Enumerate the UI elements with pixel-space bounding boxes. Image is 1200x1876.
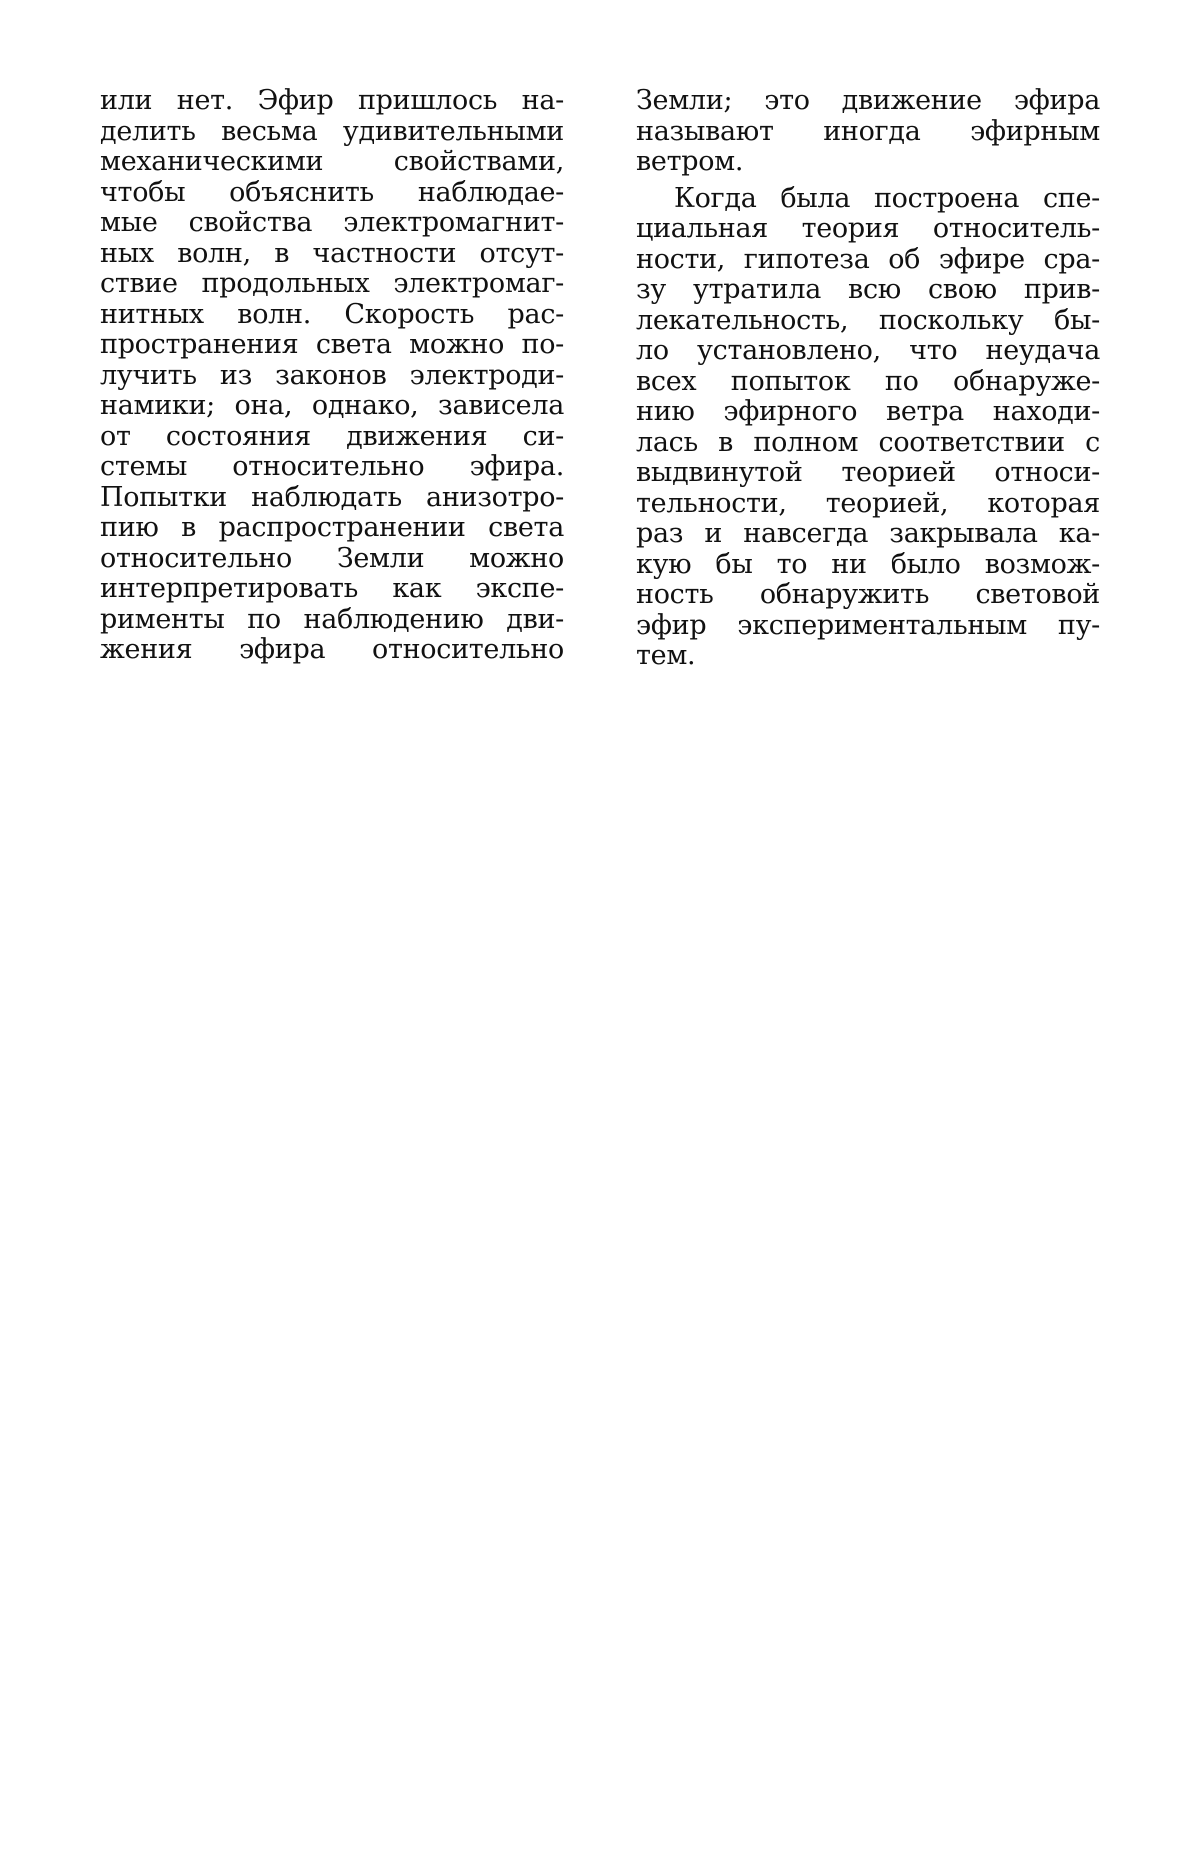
text-line: намики; она, однако, зависела bbox=[100, 390, 564, 421]
left-paragraph bbox=[100, 86, 564, 666]
text-line: лась в полном соответствии с bbox=[636, 426, 1100, 458]
text-line: ных волн, в частности отсут- bbox=[100, 237, 564, 269]
text-line: делить весьма удивительными bbox=[100, 115, 564, 147]
text-line: ло установлено, что неудача bbox=[636, 335, 1100, 366]
text-line: стемы относительно эфира. bbox=[100, 451, 564, 482]
text-line: рименты по наблюдению дви- bbox=[100, 603, 564, 635]
text-line: тельности, теорией, которая bbox=[636, 487, 1100, 519]
text-line: Когда была построена спе- bbox=[674, 182, 1100, 214]
left-column bbox=[100, 86, 564, 666]
text-line: эфир экспериментальным пу- bbox=[636, 609, 1100, 641]
text-line: от состояния движения си- bbox=[100, 420, 564, 452]
right-paragraph-1 bbox=[636, 86, 1100, 178]
text-line: ветром. bbox=[636, 146, 744, 177]
text-line: Попытки наблюдать анизотро- bbox=[100, 481, 564, 513]
text-line: чтобы объяснить наблюдае- bbox=[100, 176, 564, 208]
text-line: ствие продольных электромаг- bbox=[100, 268, 564, 299]
text-line: циальная теория относитель- bbox=[636, 213, 1100, 244]
text-line: пию в распространении света bbox=[100, 512, 564, 543]
text-line: Земли; это движение эфира bbox=[636, 85, 1100, 116]
text-line: раз и навсегда закрывала ка- bbox=[636, 518, 1100, 549]
text-line: всех попыток по обнаруже- bbox=[636, 365, 1100, 397]
text-line: мые свойства электромагнит- bbox=[100, 207, 564, 238]
text-line: кую бы то ни было возмож- bbox=[636, 548, 1100, 580]
text-line: нитных волн. Скорость рас- bbox=[100, 298, 564, 330]
text-line: выдвинутой теорией относи- bbox=[636, 457, 1100, 488]
text-line: нию эфирного ветра находи- bbox=[636, 396, 1100, 427]
text-line: лучить из законов электроди- bbox=[100, 359, 564, 391]
text-line: пространения света можно по- bbox=[100, 329, 564, 360]
text-line: лекательность, поскольку бы- bbox=[636, 304, 1100, 336]
right-paragraph-2 bbox=[636, 184, 1100, 672]
text-line: механическими свойствами, bbox=[100, 146, 564, 177]
text-line: зу утратила всю свою прив- bbox=[636, 274, 1100, 305]
text-line: ность обнаружить световой bbox=[636, 579, 1100, 610]
text-line: тем. bbox=[636, 640, 696, 671]
text-line: ности, гипотеза об эфире сра- bbox=[636, 243, 1100, 275]
text-line: или нет. Эфир пришлось на- bbox=[100, 85, 564, 116]
right-column bbox=[636, 86, 1100, 672]
text-line: относительно Земли можно bbox=[100, 542, 564, 574]
text-line: интерпретировать как экспе- bbox=[100, 573, 564, 604]
text-line: жения эфира относительно bbox=[100, 634, 564, 665]
text-line: называют иногда эфирным bbox=[636, 115, 1100, 147]
